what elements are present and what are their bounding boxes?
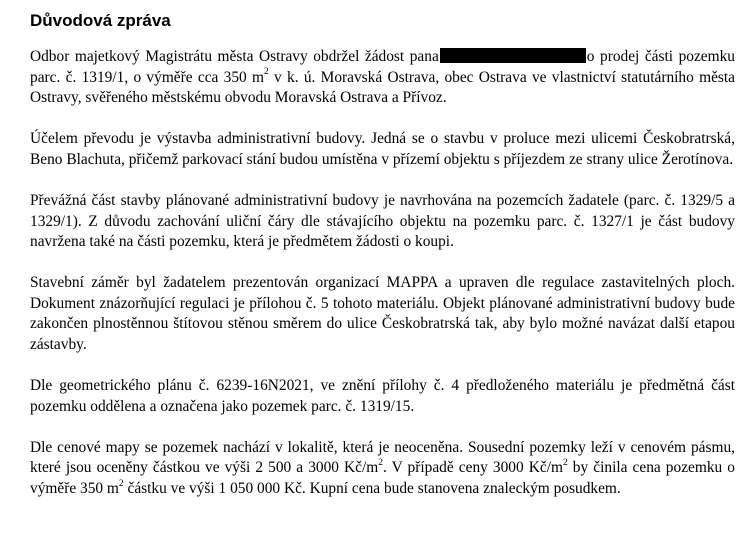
p1-before: Odbor majetkový Magistrátu města Ostravy obdržel žádost pana (30, 48, 439, 65)
paragraph-purpose: Účelem převodu je výstavba administrativní budovy. Jedná se o stavbu v proluce mezi ulicemi Českobratrská, Beno Blachuta, přičemž parkovací stání budou umístěna v přízemí objektu s příjezdem ze strany ulice Žerotínova. (30, 130, 735, 168)
p6-sup2: 2 (562, 458, 568, 469)
p6-b: . V případě ceny 3000 Kč/m (383, 459, 563, 477)
paragraph-building: Převážná část stavby plánované administrativní budovy je navrhována na pozemcích žadatele (parc. č. 1329/5 a 1329/1). Z důvodu zachování uliční čáry dle stávajícího objektu na pozemku parc. č. 1327/1 je část budovy navržena také na části pozemku, která je předmětem žádosti o koupi. (30, 191, 735, 251)
p6-sup1: 2 (378, 458, 383, 469)
paragraph-geometric-plan: Dle geometrického plánu č. 6239-16N2021, ve znění přílohy č. 4 předloženého materiálu je předmětná část pozemku oddělena a označena jako pozemek parc. č. 1319/15. (30, 377, 735, 415)
p1-end: v k. ú. Moravská Ostrava, obec Ostrava ve vlastnictví statutárního města Ostravy, svěřeného městskému obvodu Moravská Ostrava a Přívoz. (30, 68, 735, 107)
p6-c: by činila cena pozemku o výměře 350 m (30, 459, 735, 497)
p6-sup3: 2 (118, 478, 124, 489)
paragraph-request (30, 47, 735, 109)
p1-after: o prodej části pozemku parc. č. 1319/1, o výměře cca 350 m (30, 48, 735, 86)
paragraph-regulation: Stavební záměr byl žadatelem prezentován organizací MAPPA a upraven dle regulace zastavitelných ploch. Dokument znázorňující regulaci je přílohou č. 5 tohoto materiálu. Objekt plánované administrativní budovy bude zakončen plnostěnnou štítovou stěnou směrem do ulice Českobratrská tak, aby bylo možné navázat další etapou zástavby. (30, 274, 735, 354)
p1-sup: 2 (263, 67, 269, 78)
document-page (30, 10, 735, 520)
p6-a: Dle cenové mapy se pozemek nachází v lokalitě, která je neoceněna. Sousední pozemky leží v cenovém pásmu, které jsou oceněny částkou ve výši 2 500 a 3000 Kč/m (30, 438, 735, 477)
p6-d: částku ve výši 1 050 000 Kč. Kupní cena bude stanovena znaleckým posudkem. (123, 480, 621, 497)
paragraph-price (30, 438, 735, 500)
document-title: Důvodová zpráva (30, 11, 171, 30)
redacted-name (440, 48, 586, 63)
